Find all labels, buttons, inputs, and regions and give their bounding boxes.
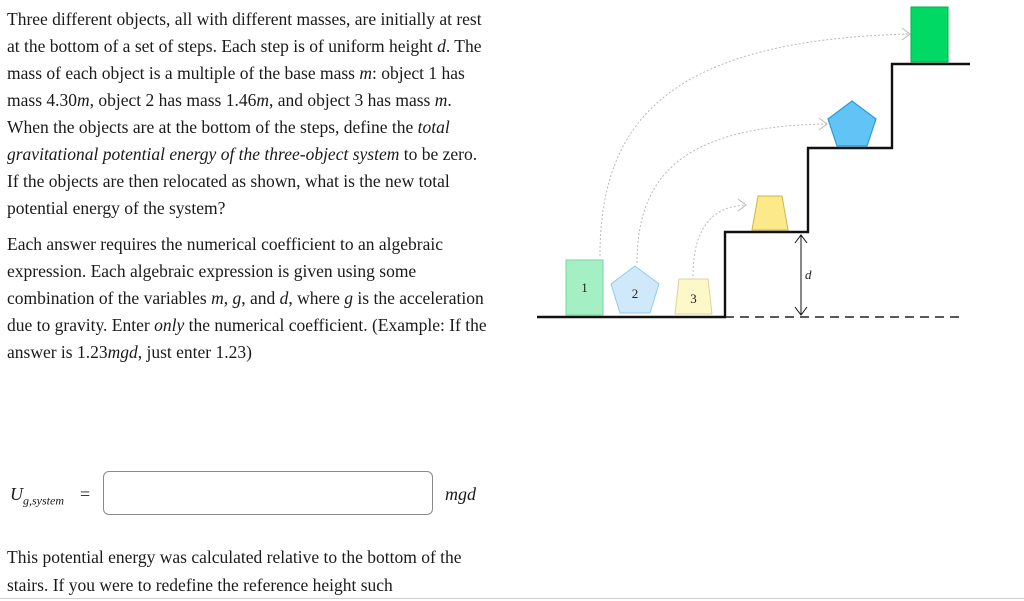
- italic-text: g: [232, 288, 242, 308]
- potential-energy-subscript: g,system: [23, 493, 64, 508]
- text-run: ,: [223, 288, 233, 308]
- text-run: : object 1 has mass 4.30: [7, 63, 465, 110]
- italic-text: only: [154, 315, 185, 335]
- equals-sign: =: [80, 484, 91, 504]
- object-1-label: 1: [581, 280, 588, 295]
- italic-text: m: [256, 90, 269, 110]
- object-3-end-trapezoid: [752, 196, 788, 230]
- text-run: , where: [288, 288, 345, 308]
- staircase-diagram: [530, 0, 970, 330]
- italic-text: d: [279, 288, 289, 308]
- italic-text: m: [211, 288, 224, 308]
- problem-paragraph-1: [7, 6, 487, 222]
- problem-paragraph-2: [7, 231, 487, 366]
- object-3-label: 3: [690, 291, 697, 306]
- answer-unit: mgd: [445, 484, 476, 504]
- object-2-end-pentagon: [828, 101, 876, 146]
- step-height-label: d: [805, 267, 812, 282]
- text-run: . When the objects are at the bottom of the steps, define the: [7, 90, 452, 137]
- staircase-figure: [530, 0, 970, 335]
- followup-text: This potential energy was calculated relative to the bottom of the stairs. If you were to redefine the reference height such: [7, 547, 462, 595]
- object-2-label: 2: [631, 286, 639, 301]
- text-run: . The mass of each object is a multiple of the base mass: [7, 36, 482, 83]
- text-run: , and object 3 has mass: [269, 90, 435, 110]
- italic-text: total gravitational potential energy of the three-object system: [7, 117, 450, 164]
- problem-statement: [7, 6, 487, 366]
- path-arrow-object-3: [693, 205, 746, 276]
- followup-question: [7, 543, 487, 599]
- text-run: Each answer requires the numerical coefficient to an algebraic expression. Each algebraic expression is given using some combination of the variables: [7, 234, 443, 308]
- text-run: to be zero. If the objects are then relocated as shown, what is the new total potential energy of the system?: [7, 144, 478, 218]
- path-arrow-object-2: [637, 124, 827, 263]
- text-run: , object 2 has mass 1.46: [89, 90, 257, 110]
- italic-text: m: [77, 90, 90, 110]
- italic-text: mgd: [107, 342, 138, 362]
- text-run: , and: [241, 288, 280, 308]
- text-run: Three different objects, all with different masses, are initially at rest at the bottom of a set of steps. Each step is of uniform height: [7, 9, 482, 56]
- italic-text: d: [437, 36, 446, 56]
- answer-row: [10, 471, 490, 519]
- answer-input[interactable]: [103, 471, 433, 515]
- page-divider: [0, 598, 1024, 599]
- text-run: , just enter 1.23): [137, 342, 252, 362]
- italic-text: m: [359, 63, 372, 83]
- text-run: the numerical coefficient. (Example: If the answer is 1.23: [7, 315, 487, 362]
- potential-energy-letter: U: [10, 484, 23, 504]
- potential-energy-symbol: [10, 484, 64, 509]
- italic-text: g: [344, 288, 354, 308]
- italic-text: m: [434, 90, 448, 110]
- text-run: is the acceleration due to gravity. Enter: [7, 288, 484, 335]
- object-1-end-rectangle: [911, 7, 948, 62]
